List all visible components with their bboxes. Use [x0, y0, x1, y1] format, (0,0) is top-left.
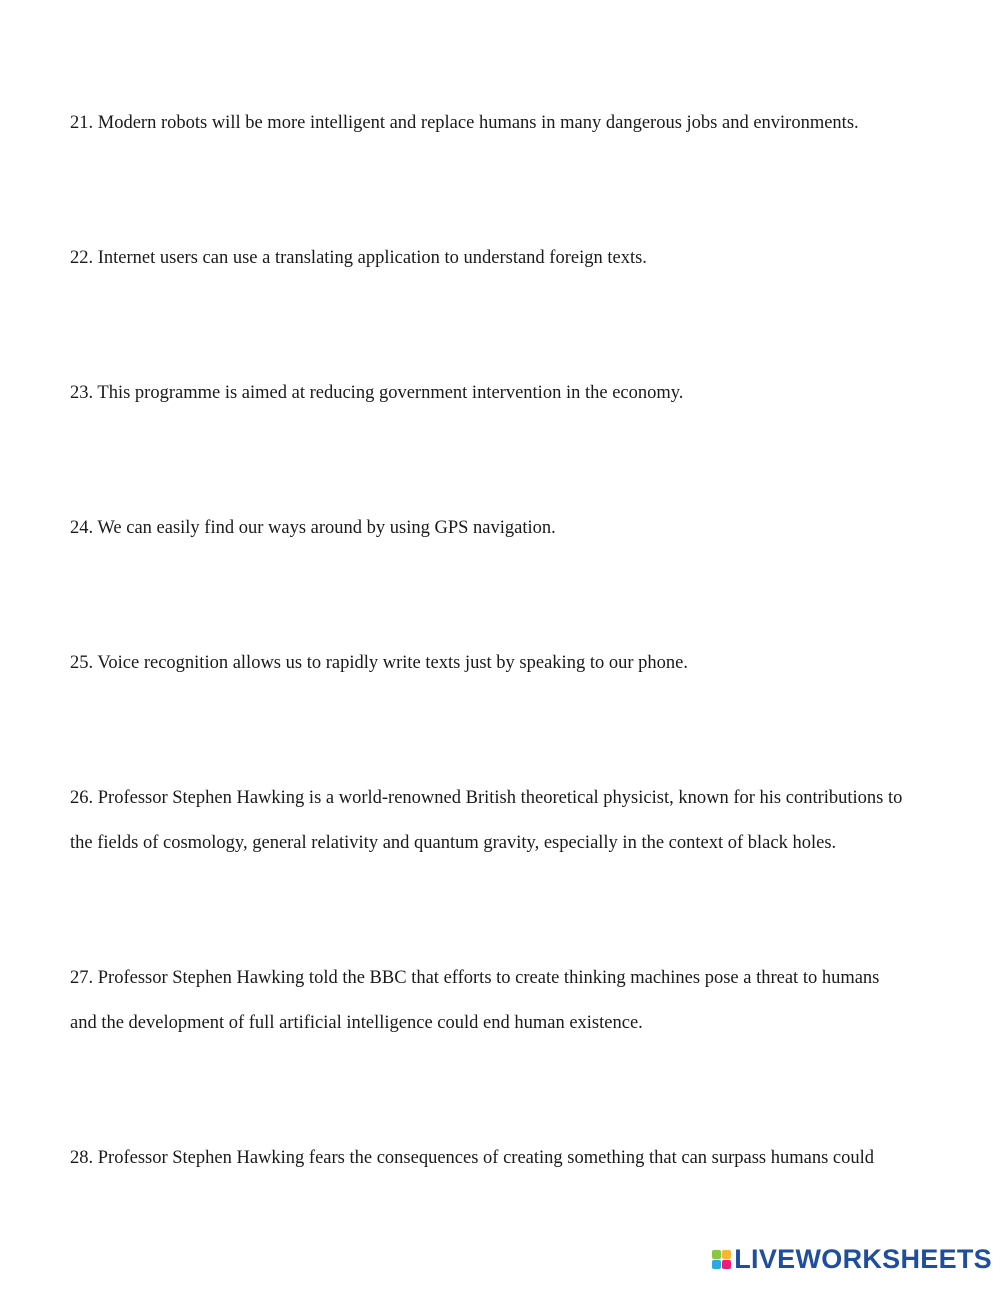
liveworksheets-logo: [712, 1246, 992, 1273]
logo-mark-icon: [712, 1250, 731, 1269]
sentence-27: [70, 956, 970, 1046]
sentence-line: 28. Professor Stephen Hawking fears the consequences of creating something that can surpass humans could: [70, 1148, 875, 1168]
logo-square: [712, 1250, 721, 1259]
sentence-line: and the development of full artificial intelligence could end human existence.: [70, 1013, 643, 1033]
sentence-28: [70, 1136, 970, 1181]
sentence-22: [70, 236, 970, 281]
logo-square: [722, 1260, 731, 1269]
sentence-line: 24. We can easily find our ways around by using GPS navigation.: [70, 518, 556, 538]
sentence-line: 27. Professor Stephen Hawking told the BBC that efforts to create thinking machines pose a threat to humans: [70, 968, 880, 988]
logo-text: LIVEWORKSHEETS: [734, 1244, 992, 1274]
sentence-line: 22. Internet users can use a translating application to understand foreign texts.: [70, 248, 647, 268]
sentence-25: [70, 641, 970, 686]
logo-square: [722, 1250, 731, 1259]
logo-square: [712, 1260, 721, 1269]
sentence-23: [70, 371, 970, 416]
sentence-line: 23. This programme is aimed at reducing government intervention in the economy.: [70, 383, 684, 403]
sentence-line: 26. Professor Stephen Hawking is a world-renowned British theoretical physicist, known for his contributions to: [70, 788, 903, 808]
sentence-21: [70, 101, 970, 146]
sentence-line: 21. Modern robots will be more intelligent and replace humans in many dangerous jobs and environments.: [70, 113, 859, 133]
sentence-line: 25. Voice recognition allows us to rapidly write texts just by speaking to our phone.: [70, 653, 688, 673]
sentence-line: the fields of cosmology, general relativity and quantum gravity, especially in the context of black holes.: [70, 833, 837, 853]
sentence-24: [70, 506, 970, 551]
sentence-26: [70, 776, 970, 866]
